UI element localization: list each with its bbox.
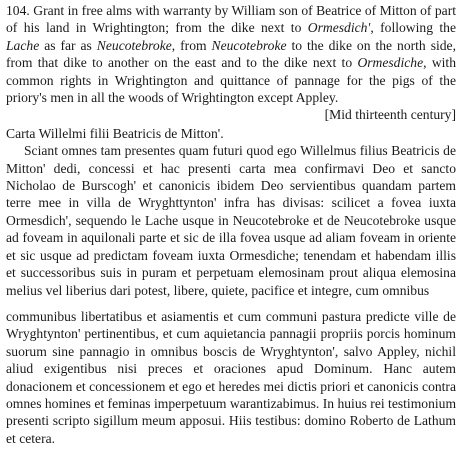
entry-number: 104.: [6, 3, 30, 18]
charter-text-part-2: communibus libertatibus et asiamentis et cum communi pastura predicte ville de Wryghtynton' pertinentibus, et cum aquietancia pannagii propriis porcis hominum suorum sine pannagio in omnibus boscis de Wryghtynton', salvo Appley, nichil aliud exigentibus nisi preces et oraciones apud Dominum. Hanc autem donacionem et concessionem et ego et heredes mei dictis priori et canonicis contra omnes homines et feminas imperpetuum warantizabimus. In huius rei testimonium presenti scripto sigillum meum apposui. Hiis testibus: domino Roberto de Lathum et cetera.: [6, 308, 457, 446]
place-name: Neucotebroke: [211, 37, 287, 53]
entry-summary: 104. Grant in free alms with warranty by William son of Beatrice of Mitton of part of his land in Wrightington; from the dike next to Ormesdich', following the Lache as far as Neucotebroke, from Neucotebroke to the dike on the north side, from that dike to another on the east and to the dike next to Ormesdiche, with common rights in Wrightington and quittance of pannage for the pigs of the priory's men in all the woods of Wrightington except Appley.: [6, 3, 457, 106]
charter-text-part-1: Sciant omnes tam presentes quam futuri quod ego Willelmus filius Beatricis de Mitton' dedi, concessi et hac presenti carta mea confirmavi Deo et sancto Nicholao de Burscogh' et canonicis ibidem Deo servientibus quandam partem terre mee in villa de Wryghttynton' infra has divisas: scilicet a fovea iuxta Ormesdich', sequendo le Lache usque in Neucotebroke et de Neucotebroke usque ad foveam in aquilonali parte et sic de illa fovea usque ad aliam foveam in oriente et sic usque ad predictam foveam iuxta Ormesdiche; tenendam et habendam illis et successoribus suis in puram et perpetuam elemosinam prout aliqua elemosina melius vel liberius dari potest, libere, quiete, pacifice et integre, cum omnibus: [6, 143, 456, 298]
place-name: Neucotebroke: [96, 37, 172, 53]
place-name: Lache: [6, 37, 40, 53]
date-note: [Mid thirteenth century]: [324, 107, 456, 123]
charter-title: Carta Willelmi filii Beatricis de Mitton'.: [6, 125, 224, 141]
place-name: Ormesdiche: [357, 55, 424, 71]
place-name: Ormesdich': [307, 20, 371, 36]
